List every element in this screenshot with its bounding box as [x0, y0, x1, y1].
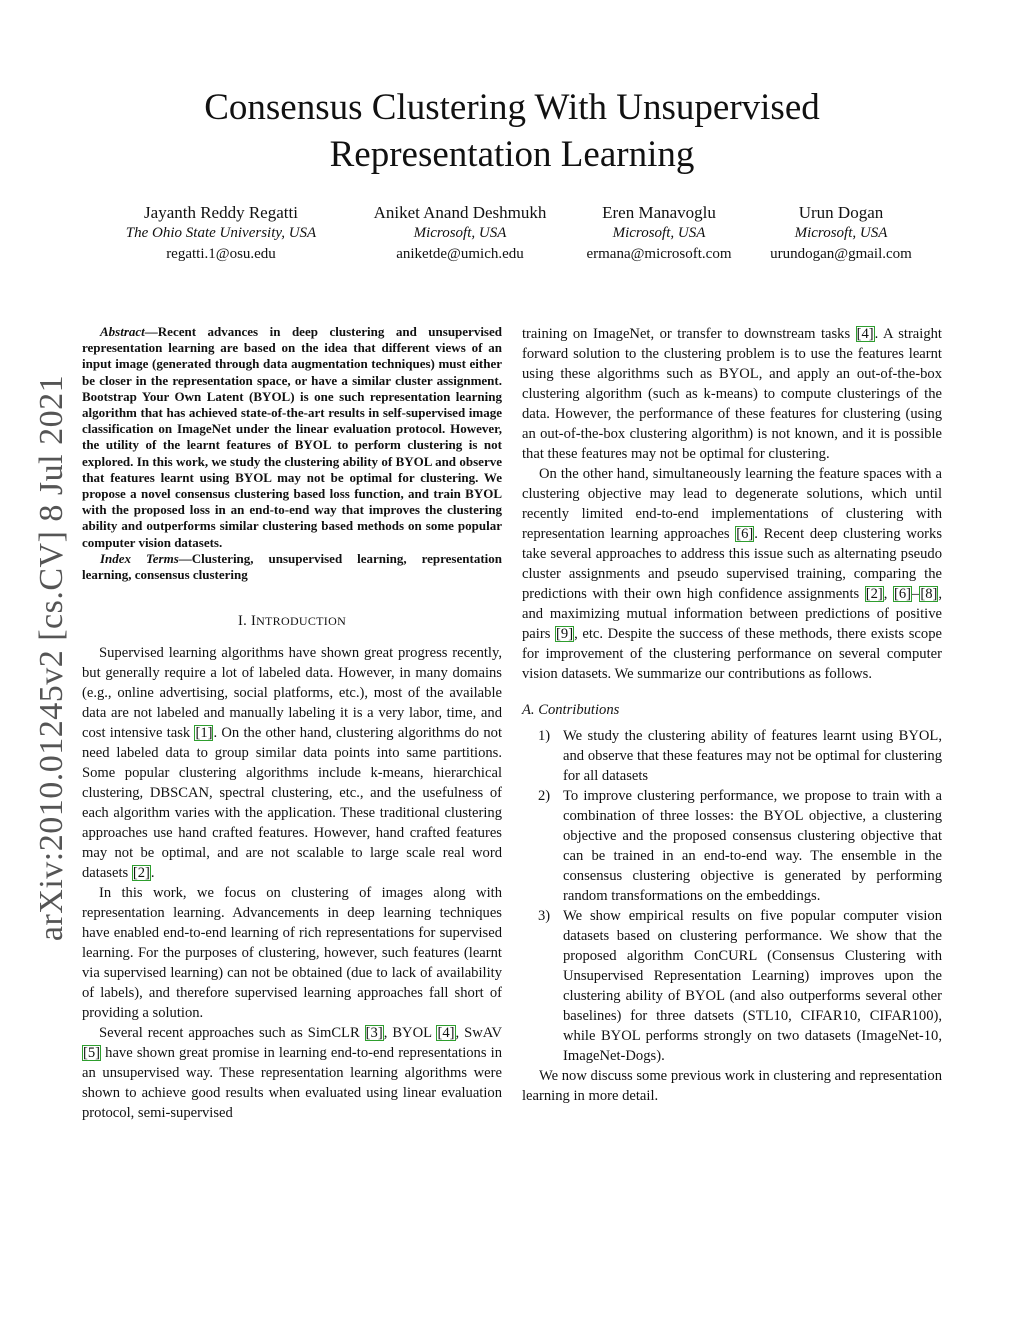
closing-paragraph: We now discuss some previous work in clustering and representation learning in more detail.: [522, 1068, 942, 1104]
section-heading-introduction: I. INTRODUCTION: [237, 613, 347, 630]
citation-link[interactable]: [4]: [437, 1025, 455, 1042]
abstract: [82, 324, 502, 551]
author-email: ermana@microsoft.com: [586, 246, 732, 262]
author-name: Aniket Anand Deshmukh: [373, 203, 547, 222]
paper-title: [0, 84, 1024, 178]
author-affiliation: Microsoft, USA: [413, 225, 507, 241]
author-email: aniketde@umich.edu: [396, 246, 524, 262]
contributions-list: [522, 726, 942, 1066]
intro-paragraph-3-continued: training on ImageNet, or transfer to downstream tasks [4]. A straight forward solution to the clustering problem is to use the features learnt using these algorithms such as BYOL, and apply an out-of-the-box clustering algorithm (such as k-means) to compute clusterings of the data. However, the performance of these features for clustering (using an out-of-the-box clustering algorithm) is not known, and it is possible that these features may not be optimal for clustering.: [522, 326, 942, 462]
author-name: Urun Dogan: [798, 203, 884, 222]
author-affiliation: The Ohio State University, USA: [125, 225, 317, 241]
list-item: 3) We show empirical results on five popular computer vision datasets based on clustering performance. We show that the proposed algorithm ConCURL (Consensus Clustering with Unsupervised Representation Learning) improves upon the clustering ability of BYOL (and also outperforms several other baselines) for three datsets (STL10, CIFAR10, CIFAR100), while BYOL performs strongly on two datasets (ImageNet-10, ImageNet-Dogs).: [538, 908, 942, 1064]
intro-paragraph-1: Supervised learning algorithms have shown great progress recently, but generally require a lot of labeled data. However, in many domains (e.g., online advertising, social platforms, etc.), most of the available data are not labeled and manually labeling it is a very labor, time, and cost intensive task [1]. On the other hand, clustering algorithms do not need labeled data to group similar data points into same partitions. Some popular clustering algorithms include k-means, hierarchical clustering, DBSCAN, spectral clustering, etc., and the usefulness of each algorithm varies with the application. These traditional clustering approaches use hand crafted features. However, hand crafted features may not be optimal, and are not scalable to large scale real word datasets [2].: [82, 645, 502, 882]
author-4: [721, 202, 961, 264]
author-email: regatti.1@osu.edu: [166, 246, 276, 262]
index-terms-label: Index Terms: [100, 550, 179, 566]
title-line-2: Representation Learning: [329, 134, 695, 175]
abstract-text: —Recent advances in deep clustering and unsupervised representation learning are based on the idea that different views of an input image (generated through data augmentation techniques) must either be closer in the representation space, or have a similar cluster assignment. Bootstrap Your Own Latent (BYOL) is one such representation learning algorithm that has achieved state-of-the-art results in self-supervised image classification on ImageNet under the linear evaluation protocol. However, the utility of the learnt features of BYOL to perform clustering is not explored. In this work, we study the clustering ability of BYOL and observe that features learnt using BYOL may not be optimal for clustering. We propose a novel consensus clustering based loss function, and train BYOL with the proposed loss in an end-to-end way that improves the clustering ability and outperforms similar clustering based methods on some popular computer vision datasets.: [82, 324, 502, 550]
author-name: Eren Manavoglu: [602, 203, 716, 222]
citation-link[interactable]: [6]: [894, 586, 912, 602]
arxiv-identifier-text: arXiv:2010.01245v2 [cs.CV] 8 Jul 2021: [33, 374, 70, 942]
author-email: urundogan@gmail.com: [770, 246, 912, 262]
citation-link[interactable]: [5]: [83, 1045, 101, 1062]
citation-link[interactable]: [4]: [856, 326, 874, 342]
citation-link[interactable]: [2]: [865, 586, 883, 602]
index-terms-text: —Clustering, unsupervised learning, representation learning, consensus clustering: [82, 550, 502, 583]
subsection-heading-contributions: A. Contributions: [522, 702, 620, 718]
citation-link[interactable]: [9]: [556, 626, 574, 642]
intro-paragraph-3: Several recent approaches such as SimCLR [3], BYOL [4], SwAV [5] have shown great promise in learning end-to-end representations in an unsupervised way. These representation learning algorithms were shown to achieve good results when evaluated using linear evaluation protocol, semi-supervised: [82, 1025, 502, 1122]
abstract-label: Abstract: [100, 324, 145, 339]
citation-link[interactable]: [1]: [195, 725, 213, 742]
list-item: 2) To improve clustering performance, we propose to train with a combination of three losses: the BYOL objective, a clustering objective and the proposed consensus clustering objective that can be trained in an end-to-end way. The ensemble in the consensus clustering objective is generated by performing random transformations on the embeddings.: [538, 788, 942, 904]
index-terms: [82, 551, 502, 583]
right-column: [522, 324, 942, 1106]
author-name: Jayanth Reddy Regatti: [144, 203, 298, 222]
author-1: [101, 202, 341, 264]
author-affiliation: Microsoft, USA: [612, 225, 706, 241]
author-affiliation: Microsoft, USA: [794, 225, 888, 241]
citation-link[interactable]: [2]: [132, 865, 150, 882]
author-block: [0, 202, 1024, 272]
left-column: [82, 324, 502, 1123]
list-item: 1) We study the clustering ability of features learnt using BYOL, and observe that these features may not be optimal for clustering for all datasets: [538, 728, 942, 784]
citation-link[interactable]: [8]: [920, 586, 938, 602]
citation-link[interactable]: [6]: [736, 526, 754, 542]
citation-link[interactable]: [3]: [365, 1025, 383, 1042]
intro-paragraph-4: On the other hand, simultaneously learning the feature spaces with a clustering objective may lead to degenerate solutions, which until recently limited end-to-end implementations of clustering with representation learning approaches [6]. Recent deep clustering works take several approaches to address this issue such as alternating pseudo cluster assignments and pseudo supervised training, comparing the predictions with their own high confidence assignments [2], [6]–[8], and maximizing mutual information between predictions of positive pairs [9], etc. Despite the success of these methods, there exists scope for improvement of the clustering performance on several computer vision datasets. We summarize our contributions as follows.: [522, 466, 943, 682]
intro-paragraph-2: In this work, we focus on clustering of images along with representation learning. Advancements in deep learning techniques have enabled end-to-end learning of rich representations for supervised learning. For the purposes of clustering, however, such features (learnt via supervised learning) can not be obtained (due to lack of availability of labels), and therefore supervised learning approaches fall short of providing a solution.: [82, 885, 502, 1022]
arxiv-identifier-stamp: [28, 374, 76, 942]
title-line-1: Consensus Clustering With Unsupervised: [204, 87, 820, 128]
